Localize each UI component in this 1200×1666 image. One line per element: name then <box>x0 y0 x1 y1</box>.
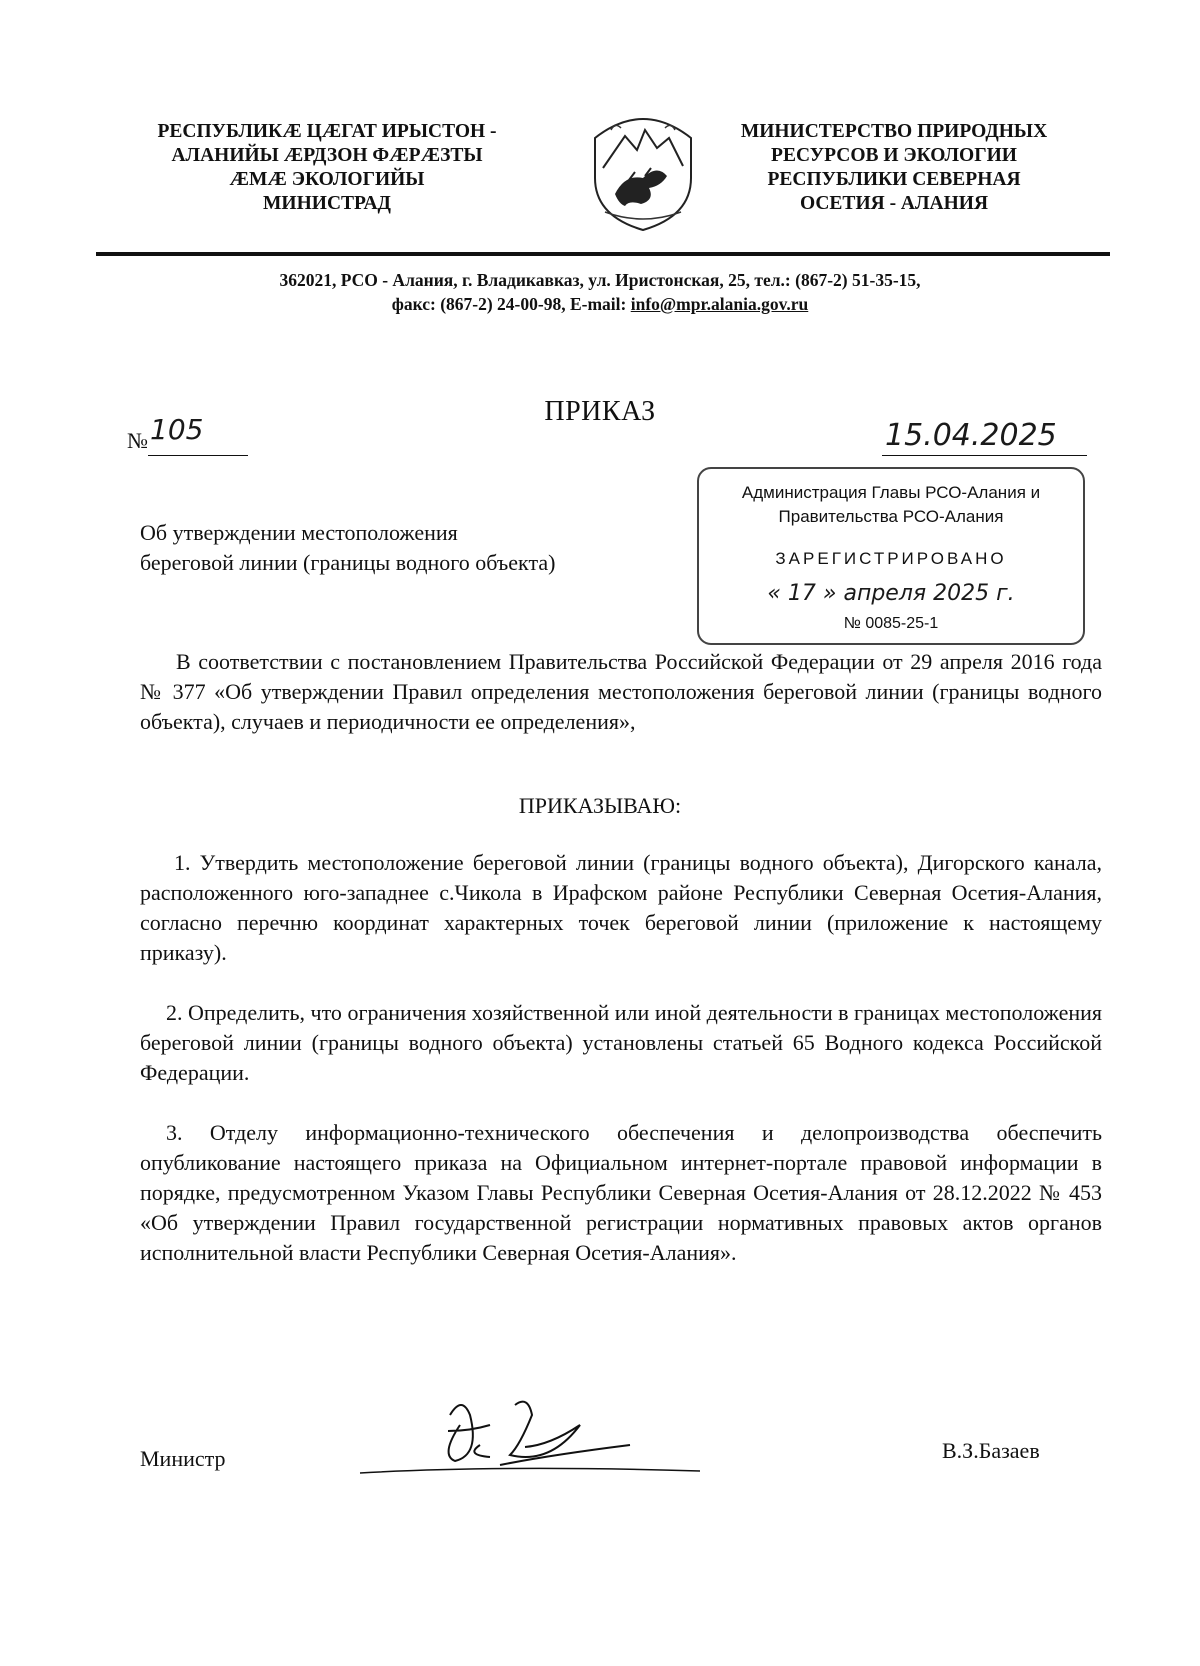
header-left-line-1: РЕСПУБЛИКÆ ЦÆГАТ ИРЫСТОН - <box>157 121 497 142</box>
stamp-date: « 17 » апреля 2025 г. <box>767 581 1015 606</box>
number-underline <box>148 455 248 456</box>
header-left-line-4: МИНИСТРАД <box>263 193 391 214</box>
header-divider <box>96 252 1110 256</box>
registration-stamp <box>697 467 1085 645</box>
subject-line-2: береговой линии (границы водного объекта) <box>140 550 556 575</box>
header-left-osetian <box>122 120 532 216</box>
email-link[interactable]: info@mpr.alania.gov.ru <box>630 294 809 314</box>
stamp-reg-number: № 0085-25-1 <box>843 615 939 632</box>
stamp-status: ЗАРЕГИСТРИРОВАНО <box>775 549 1007 568</box>
header-right-line-2: РЕСУРСОВ И ЭКОЛОГИИ <box>771 145 1017 166</box>
order-number: 105 <box>150 413 204 446</box>
address-line: 362021, РСО - Алания, г. Владикавказ, ул. Иристонская, 25, тел.: (867-2) 51-35-15, <box>279 270 921 290</box>
number-label: № <box>127 428 148 453</box>
coat-of-arms-emblem <box>585 108 701 232</box>
stamp-authority <box>699 481 1083 529</box>
handwritten-signature <box>350 1385 750 1485</box>
preamble-paragraph: В соответствии с постановлением Правительства Российской Федерации от 29 апреля 2016 года № 377 «Об утверждении Правил определения местоположения береговой линии (границы водного объекта), случаев и периодичности ее определения», <box>140 649 1102 734</box>
header-right-russian <box>708 120 1080 216</box>
stamp-line-2: Правительства РСО-Алания <box>778 507 1004 526</box>
signatory-position: Министр <box>140 1446 226 1471</box>
document-subject <box>140 518 660 578</box>
order-item-2: 2. Определить, что ограничения хозяйственной или иной деятельности в границах местоположения береговой линии (границы водного объекта) установлены статьей 65 Водного кодекса Российской Федерации. <box>140 1000 1102 1085</box>
date-underline <box>882 455 1087 456</box>
document-title: ПРИКАЗ <box>544 396 656 427</box>
fax-email-prefix: факс: (867-2) 24-00-98, E-mail: <box>391 294 631 314</box>
contact-line <box>100 292 1100 316</box>
header-left-line-2: АЛАНИЙЫ ÆРДЗОН ФÆРÆЗТЫ <box>171 145 483 166</box>
header-right-line-3: РЕСПУБЛИКИ СЕВЕРНАЯ <box>767 169 1021 190</box>
subject-line-1: Об утверждении местоположения <box>140 520 458 545</box>
header-right-line-4: ОСЕТИЯ - АЛАНИЯ <box>799 193 989 214</box>
order-word: ПРИКАЗЫВАЮ: <box>518 793 682 818</box>
stamp-line-1: Администрация Главы РСО-Алания и <box>741 483 1041 502</box>
order-item-3: 3. Отделу информационно-технического обеспечения и делопроизводства обеспечить опубликование настоящего приказа на Официальном интернет-портале правовой информации в порядке, предусмотренном Указом Главы Республики Северная Осетия-Алания от 28.12.2022 № 453 «Об утверждении Правил государственной регистрации нормативных правовых актов органов исполнительной власти Республики Северная Осетия-Алания». <box>140 1120 1102 1265</box>
header-left-line-3: ÆМÆ ЭКОЛОГИЙЫ <box>229 169 425 190</box>
order-date: 15.04.2025 <box>885 418 1057 453</box>
header-right-line-1: МИНИСТЕРСТВО ПРИРОДНЫХ <box>740 121 1048 142</box>
signatory-name: В.З.Базаев <box>942 1438 1040 1463</box>
order-item-1: 1. Утвердить местоположение береговой линии (границы водного объекта), Дигорского канала, расположенного юго-западнее с.Чикола в Ирафском районе Республики Северная Осетия-Алания, согласно перечню координат характерных точек береговой линии (приложение к настоящему приказу). <box>140 850 1102 965</box>
